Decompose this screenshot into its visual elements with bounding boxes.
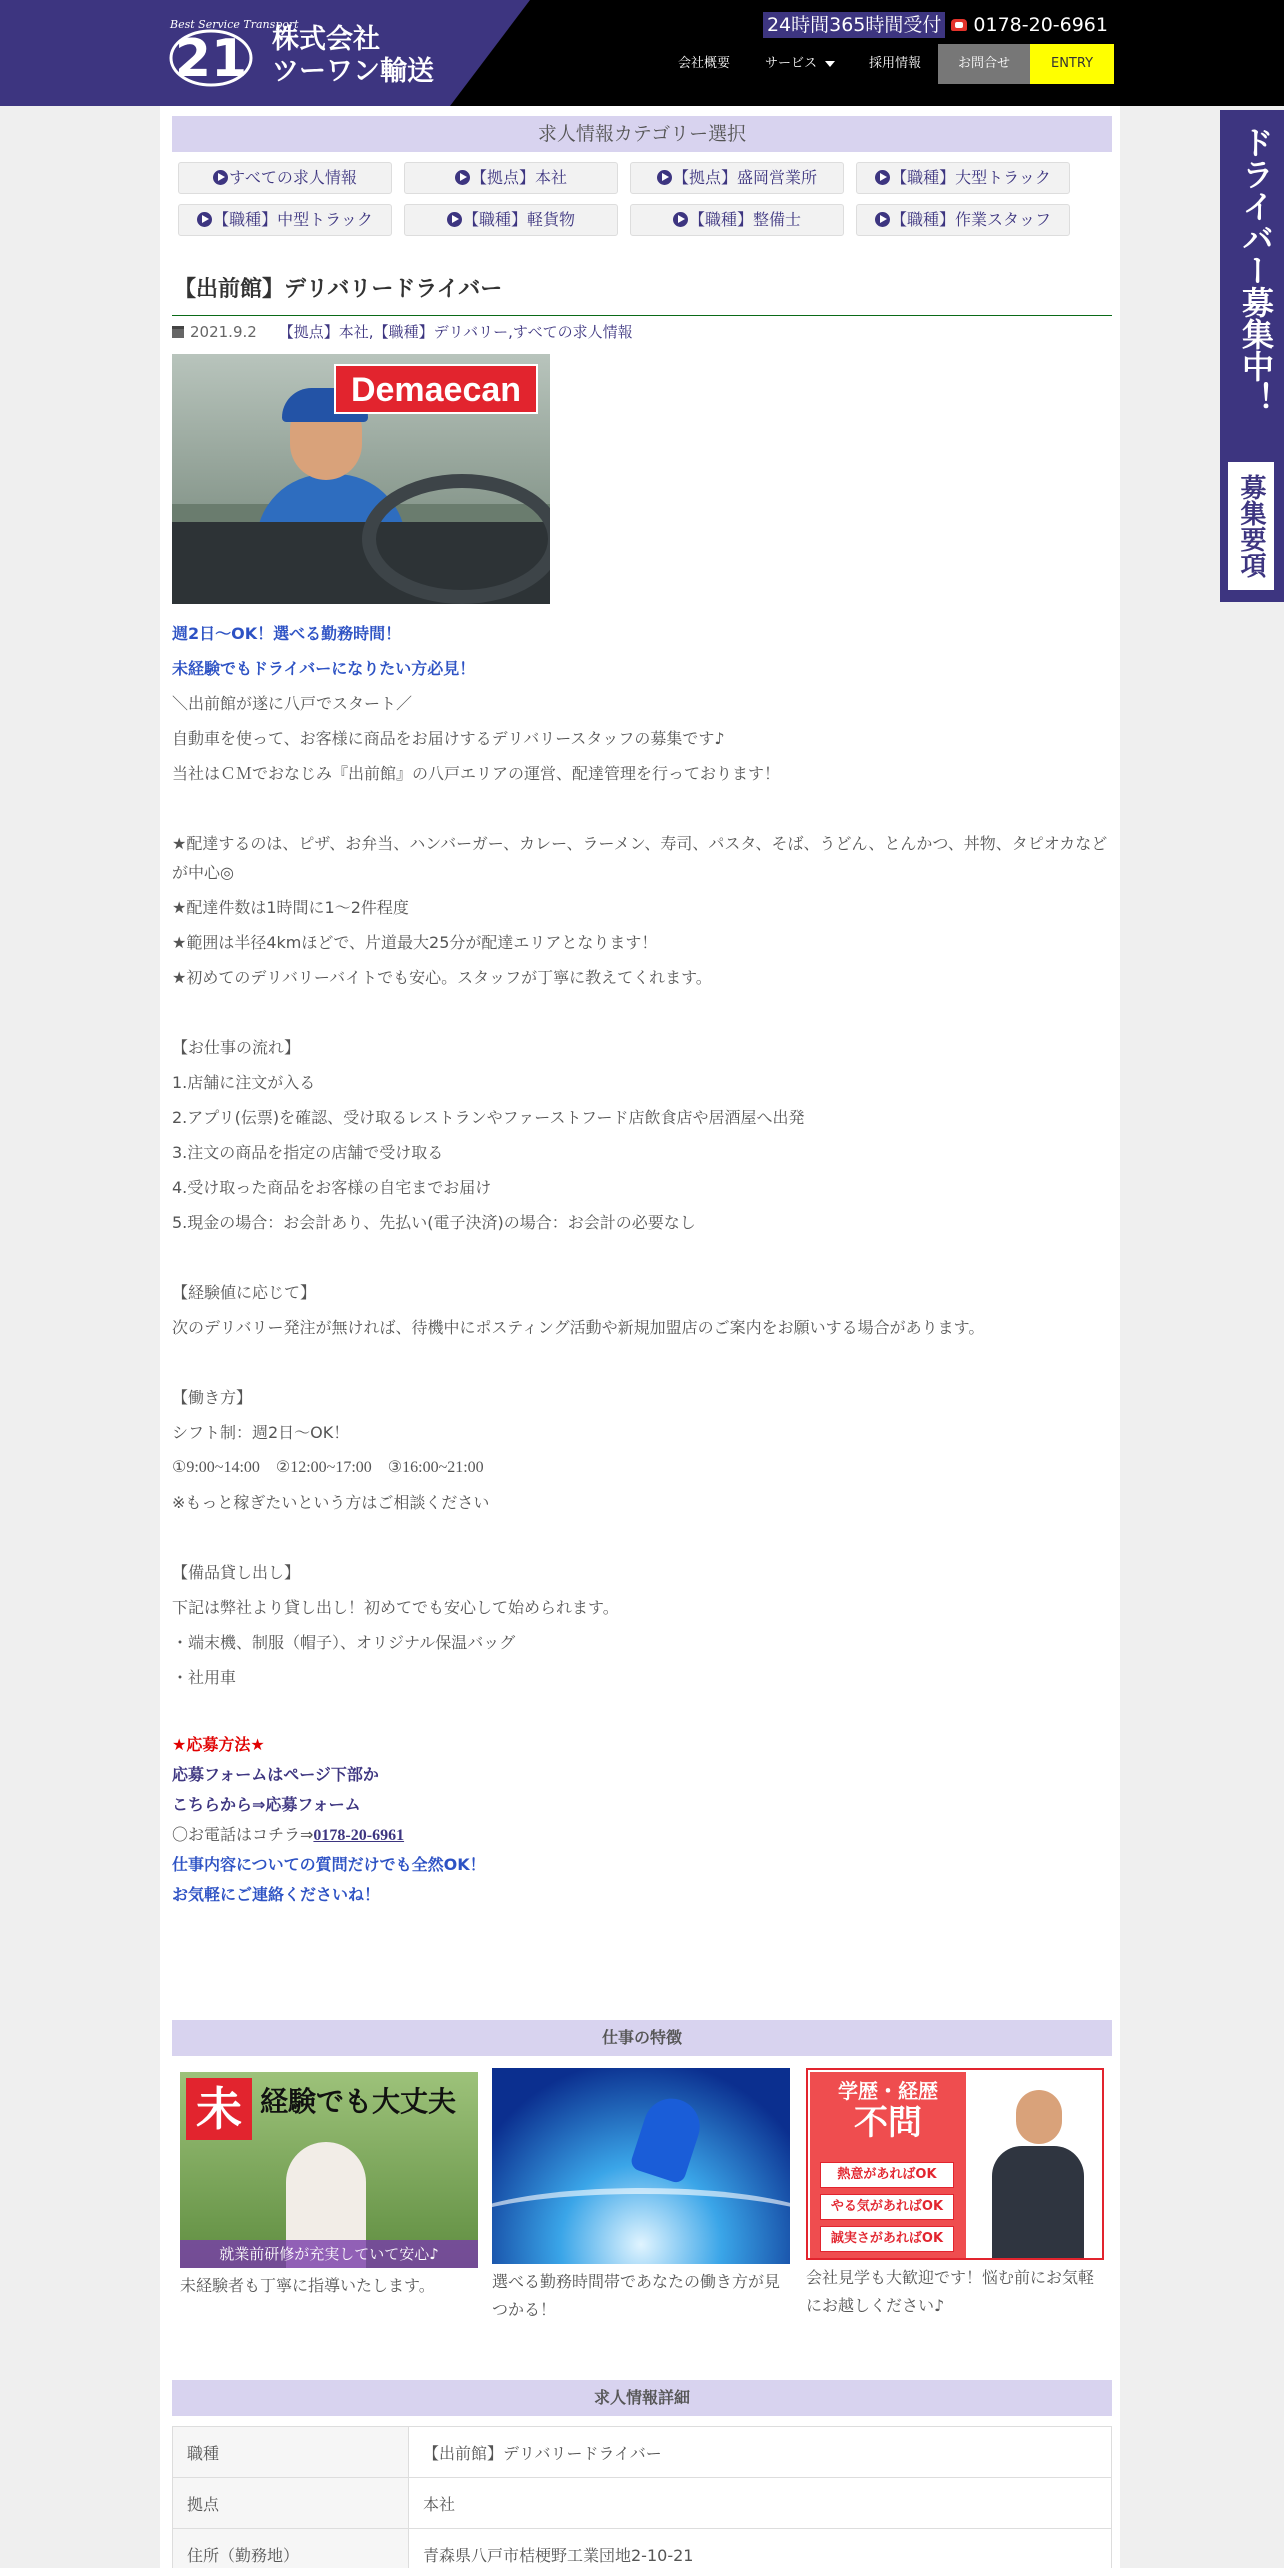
feature-pill: やる気があればOK <box>820 2194 954 2220</box>
post-line: 5.現金の場合：お会計あり、先払い(電子決済)の場合：お会計の必要なし <box>172 1213 696 1232</box>
play-circle-icon <box>455 170 470 185</box>
side-banner-headline: ドライバー募集中！ <box>1237 126 1275 414</box>
feature-image-title: 経験でも大丈夫 <box>260 2085 457 2118</box>
category-button-label: 【職種】整備士 <box>688 210 801 229</box>
play-circle-icon <box>447 212 462 227</box>
feature-pill: 誠実さがあればOK <box>820 2226 954 2252</box>
phone-line <box>172 1820 1112 1850</box>
post-line: 【備品貸し出し】 <box>172 1563 301 1582</box>
spacer <box>172 1345 1112 1380</box>
post-line: 【働き方】 <box>172 1388 253 1407</box>
caret-down-icon <box>825 61 835 67</box>
feature-image-no-background <box>806 2068 1104 2260</box>
features-heading: 仕事の特徴 <box>172 2020 1112 2056</box>
spacer <box>172 1695 1112 1730</box>
company-name-line1: 株式会社 <box>272 24 380 55</box>
play-circle-icon <box>657 170 672 185</box>
feature-card-no-background <box>806 2068 1104 2320</box>
nav-service-label: サービス <box>764 56 817 71</box>
post-line: ＼出前館が遂に八戸でスタート／ <box>172 694 413 713</box>
category-button-label: 【拠点】本社 <box>470 168 567 187</box>
nav-company[interactable]: 会社概要 <box>677 56 730 71</box>
nav-recruit[interactable]: 採用情報 <box>868 56 921 71</box>
category-button-work-staff[interactable] <box>856 204 1070 236</box>
category-button-label: 【職種】作業スタッフ <box>890 210 1051 229</box>
details-heading: 求人情報詳細 <box>172 2380 1112 2416</box>
category-button-all[interactable] <box>178 162 392 194</box>
post-line: ★初めてのデリバリーバイトでも安心。スタッフが丁寧に教えてくれます。 <box>172 968 712 987</box>
play-circle-icon <box>673 212 688 227</box>
features-section <box>172 2072 1112 2352</box>
detail-key: 住所（勤務地） <box>173 2529 409 2568</box>
detail-value: 本社 <box>409 2478 1112 2529</box>
job-details-table <box>172 2426 1112 2568</box>
demaecan-logo: Demaecan <box>334 364 538 414</box>
category-button-mechanic[interactable] <box>630 204 844 236</box>
post-line: お気軽にご連絡くださいね！ <box>172 1885 381 1904</box>
logo-21-icon <box>168 20 254 88</box>
post-line: ★配達するのは、ピザ、お弁当、ハンバーガー、カレー、ラーメン、寿司、パスタ、そば、うどん、とんかつ、丼物、タピオカなどが中心◎ <box>172 834 1108 882</box>
table-row <box>173 2478 1112 2529</box>
main-nav <box>660 44 1114 84</box>
feature-card-beginner <box>180 2072 478 2300</box>
feature-card-shift <box>492 2068 790 2324</box>
logo-tagline: Best Service Transport <box>170 18 299 31</box>
post-line: シフト制：週2日～OK！ <box>172 1423 350 1442</box>
category-button-label: 【職種】軽貨物 <box>462 210 575 229</box>
hours-badge: 24時間365時間受付 <box>763 12 945 38</box>
logo-number: 21 <box>174 29 248 88</box>
post-line: 未経験でもドライバーになりたい方必見！ <box>172 659 476 678</box>
post-hero-image <box>172 354 550 604</box>
feature-head-small: 学歴・経歴 <box>838 2079 938 2103</box>
detail-value: 青森県八戸市桔梗野工業団地2-10-21 <box>409 2529 1112 2568</box>
post-meta <box>172 322 633 342</box>
apply-heading: ★応募方法★ <box>172 1735 265 1754</box>
post-line: 週2日～OK！選べる勤務時間！ <box>172 624 402 643</box>
play-circle-icon <box>197 212 212 227</box>
post-line: 次のデリバリー発注が無ければ、待機中にポスティング活動や新規加盟店のご案内をお願いする場合があります。 <box>172 1318 985 1337</box>
detail-value: 【出前館】デリバリードライバー <box>409 2427 1112 2478</box>
post-line: 【お仕事の流れ】 <box>172 1038 301 1057</box>
post-line: 1.店舗に注文が入る <box>172 1073 316 1092</box>
main-content <box>160 106 1120 2568</box>
feature-image-beginner <box>180 2072 478 2268</box>
category-button-label: 【職種】中型トラック <box>213 210 373 229</box>
category-button-label: 【拠点】盛岡営業所 <box>672 168 817 187</box>
post-line: 仕事内容についての質問だけでも全然OK！ <box>172 1855 486 1874</box>
category-heading: 求人情報カテゴリー選択 <box>172 116 1112 152</box>
post-line: 【経験値に応じて】 <box>172 1283 317 1302</box>
feature-caption: 選べる勤務時間帯であなたの働き方が見つかる！ <box>492 2272 781 2319</box>
company-name <box>272 24 434 88</box>
post-line: 応募フォームはページ下部か <box>172 1765 379 1784</box>
category-button-large-truck[interactable] <box>856 162 1070 194</box>
feature-caption: 未経験者も丁寧に指導いたします。 <box>180 2276 435 2295</box>
spacer <box>172 1520 1112 1555</box>
feature-head-big: 不問 <box>854 2103 922 2143</box>
play-circle-icon <box>213 170 228 185</box>
post-line: ・社用車 <box>172 1668 237 1687</box>
table-row <box>173 2529 1112 2568</box>
category-button-honsha[interactable] <box>404 162 618 194</box>
driver-recruit-banner[interactable] <box>1220 110 1284 602</box>
apply-form-link[interactable]: こちらから⇒応募フォーム <box>172 1795 361 1814</box>
post-line: ※もっと稼ぎたいという方はご相談ください <box>172 1493 490 1512</box>
spacer <box>172 995 1112 1030</box>
post-title: 【出前館】デリバリードライバー <box>172 276 1112 316</box>
table-row <box>173 2427 1112 2478</box>
post-line: 4.受け取った商品をお客様の自宅までお届け <box>172 1178 492 1197</box>
post-date: 2021.9.2 <box>190 323 257 341</box>
phone-link[interactable]: 0178-20-6961 <box>313 1827 405 1844</box>
category-button-medium-truck[interactable] <box>178 204 392 236</box>
post-line: ①9:00~14:00 ②12:00~17:00 ③16:00~21:00 <box>172 1459 484 1476</box>
feature-image-banner: 就業前研修が充実していて安心♪ <box>180 2240 478 2268</box>
logo-band <box>0 0 530 106</box>
play-circle-icon <box>875 170 890 185</box>
feature-image-shift <box>492 2068 790 2264</box>
nav-inquiry[interactable]: お問合せ <box>938 44 1030 84</box>
site-header <box>0 0 1284 106</box>
post-line: 3.注文の商品を指定の店舗で受け取る <box>172 1143 444 1162</box>
spacer <box>172 1240 1112 1275</box>
post-line: ・端末機、制服（帽子）、オリジナル保温バッグ <box>172 1633 516 1652</box>
post-body <box>172 616 1112 1910</box>
play-circle-icon <box>875 212 890 227</box>
feature-badge: 未 <box>186 2078 252 2140</box>
post-categories[interactable]: 【拠点】本社,【職種】デリバリー,すべての求人情報 <box>278 323 633 341</box>
nav-entry-button[interactable]: ENTRY <box>1030 44 1114 84</box>
spacer <box>172 791 1112 826</box>
feature-caption: 会社見学も大歓迎です！悩む前にお気軽にお越しください♪ <box>806 2268 1095 2315</box>
header-contact <box>763 12 1108 38</box>
post-line: ★配達件数は1時間に1～2件程度 <box>172 898 409 917</box>
post-line: 当社はＣＭでおなじみ『出前館』の八戸エリアの運営、配達管理を行っております！ <box>172 764 781 783</box>
company-name-line2: ツーワン輸送 <box>272 56 434 87</box>
category-button-morioka[interactable] <box>630 162 844 194</box>
detail-key: 拠点 <box>173 2478 409 2529</box>
post-line: 下記は弊社より貸し出し！初めてでも安心して始められます。 <box>172 1598 619 1617</box>
post-line: 自動車を使って、お客様に商品をお届けするデリバリースタッフの募集です♪ <box>172 729 725 748</box>
calendar-icon <box>172 326 184 338</box>
side-banner-button[interactable]: 募集要項 <box>1228 462 1274 590</box>
post-line: 2.アプリ(伝票)を確認、受け取るレストランやファーストフード店飲食店や居酒屋へ出発 <box>172 1108 805 1127</box>
category-button-light-cargo[interactable] <box>404 204 618 236</box>
feature-image-head <box>814 2078 962 2142</box>
phone-line-prefix: 〇お電話はコチラ⇒ <box>172 1825 314 1844</box>
feature-pill: 熱意があればOK <box>820 2162 954 2188</box>
header-phone[interactable]: 0178-20-6961 <box>973 14 1108 36</box>
nav-service[interactable] <box>748 44 852 84</box>
detail-key: 職種 <box>173 2427 409 2478</box>
phone-icon <box>951 19 967 31</box>
post-line: ★範囲は半径4kmほどで、片道最大25分が配達エリアとなります！ <box>172 933 658 952</box>
category-button-label: 【職種】大型トラック <box>891 168 1051 187</box>
category-button-label: すべての求人情報 <box>229 168 357 187</box>
